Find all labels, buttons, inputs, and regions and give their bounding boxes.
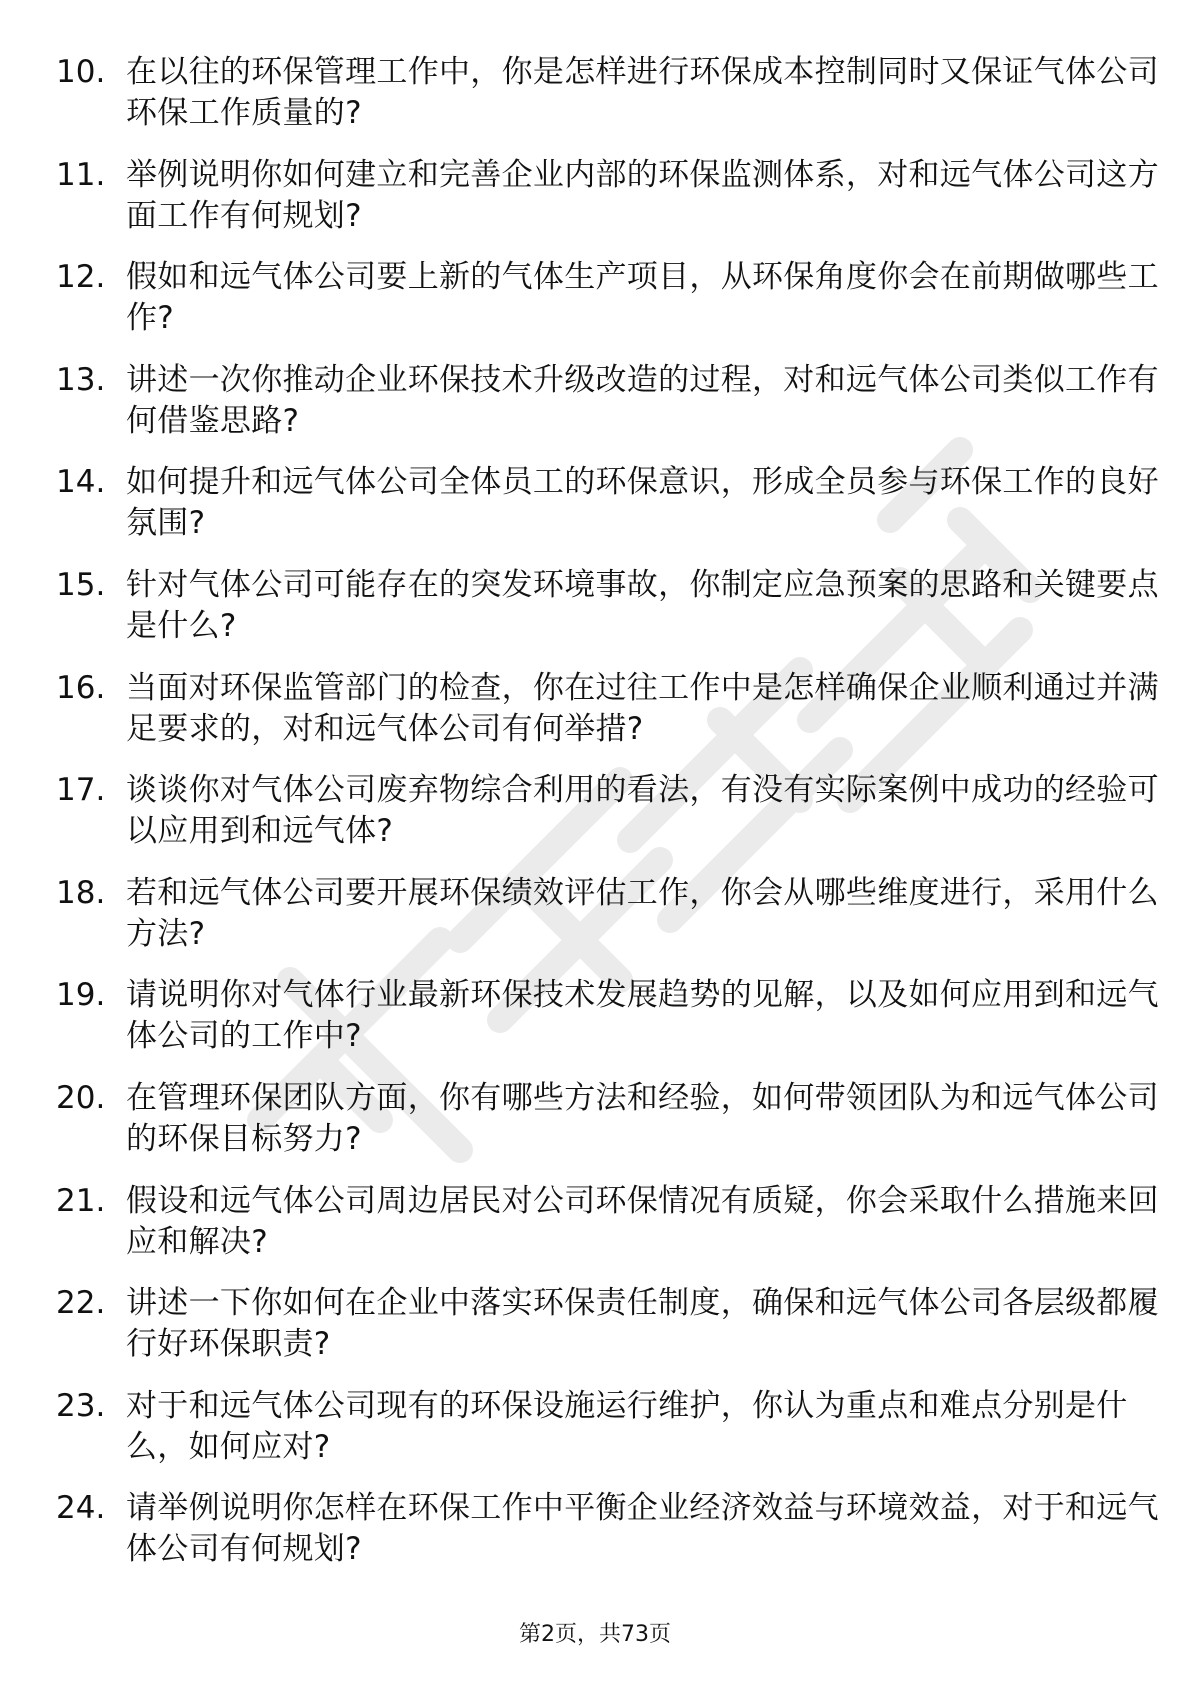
question-item — [56, 1181, 1159, 1263]
question-number: 23. — [56, 1387, 106, 1424]
question-number: 16. — [56, 669, 106, 706]
question-item — [56, 155, 1159, 237]
question-number: 20. — [56, 1079, 106, 1116]
question-text: 举例说明你如何建立和完善企业内部的环保监测体系，对和远气体公司这方面工作有何规划? — [126, 156, 1159, 234]
question-item — [56, 873, 1159, 955]
question-item — [56, 668, 1159, 750]
question-item — [56, 565, 1159, 647]
question-text: 假如和远气体公司要上新的气体生产项目，从环保角度你会在前期做哪些工作? — [126, 259, 1159, 337]
question-number: 14. — [56, 464, 106, 501]
question-item — [56, 1283, 1159, 1365]
question-number: 24. — [56, 1490, 106, 1527]
question-item — [56, 1078, 1159, 1160]
question-text: 讲述一次你推动企业环保技术升级改造的过程，对和远气体公司类似工作有何借鉴思路? — [126, 361, 1159, 439]
question-text: 请举例说明你怎样在环保工作中平衡企业经济效益与环境效益，对于和远气体公司有何规划? — [126, 1490, 1159, 1568]
question-text: 对于和远气体公司现有的环保设施运行维护，你认为重点和难点分别是什么，如何应对? — [126, 1387, 1128, 1465]
question-number: 18. — [56, 874, 106, 911]
question-number: 21. — [56, 1182, 106, 1219]
question-item — [56, 360, 1159, 442]
question-number: 10. — [56, 54, 106, 90]
question-list — [56, 52, 1159, 1591]
question-number: 12. — [56, 259, 106, 296]
question-number: 17. — [56, 772, 106, 809]
question-item — [56, 462, 1159, 544]
question-item — [56, 1386, 1128, 1468]
question-text: 如何提升和远气体公司全体员工的环保意识，形成全员参与环保工作的良好氛围? — [126, 464, 1159, 542]
question-item — [56, 1488, 1159, 1570]
question-item — [56, 975, 1159, 1057]
question-number: 15. — [56, 566, 106, 603]
question-text: 若和远气体公司要开展环保绩效评估工作，你会从哪些维度进行，采用什么方法? — [126, 874, 1159, 952]
question-text: 请说明你对气体行业最新环保技术发展趋势的见解，以及如何应用到和远气体公司的工作中? — [126, 977, 1159, 1055]
question-text: 在以往的环保管理工作中，你是怎样进行环保成本控制同时又保证气体公司环保工作质量的? — [126, 54, 1159, 131]
question-text: 当面对环保监管部门的检查，你在过往工作中是怎样确保企业顺利通过并满足要求的，对和远气体公司有何举措? — [126, 669, 1159, 747]
question-item — [56, 257, 1159, 339]
question-number: 13. — [56, 361, 106, 398]
question-number: 11. — [56, 156, 106, 193]
question-number: 22. — [56, 1285, 106, 1322]
question-text: 讲述一下你如何在企业中落实环保责任制度，确保和远气体公司各层级都履行好环保职责? — [126, 1285, 1159, 1363]
question-text: 谈谈你对气体公司废弃物综合利用的看法，有没有实际案例中成功的经验可以应用到和远气体? — [126, 772, 1159, 850]
question-item — [56, 770, 1159, 852]
question-text: 针对气体公司可能存在的突发环境事故，你制定应急预案的思路和关键要点是什么? — [126, 566, 1159, 644]
page-number-label: 第2页，共73页 — [519, 1622, 671, 1647]
question-item — [56, 52, 1159, 134]
question-text: 在管理环保团队方面，你有哪些方法和经验，如何带领团队为和远气体公司的环保目标努力? — [126, 1079, 1159, 1157]
question-text: 假设和远气体公司周边居民对公司环保情况有质疑，你会采取什么措施来回应和解决? — [126, 1182, 1159, 1260]
question-number: 19. — [56, 977, 106, 1014]
page-footer — [0, 1620, 1190, 1650]
